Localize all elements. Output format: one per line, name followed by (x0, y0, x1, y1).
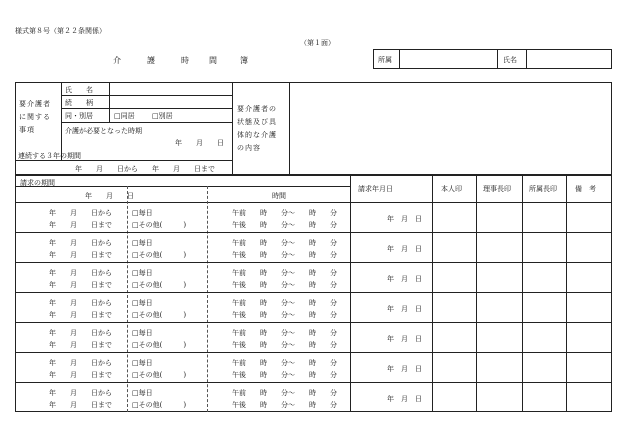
seal-director-cell[interactable] (477, 203, 521, 231)
remarks-cell[interactable] (567, 233, 611, 261)
request-date[interactable]: 年 月 日 (387, 275, 422, 283)
daily-checkbox[interactable]: □毎日 (132, 299, 153, 307)
need-date-value[interactable]: 年 月 日 (175, 139, 224, 147)
title-char: 護 (147, 56, 155, 65)
am-time[interactable]: 午前 時 分〜 時 分 (232, 329, 337, 337)
other-checkbox[interactable]: □その他( ) (132, 401, 187, 409)
seal-director-cell[interactable] (477, 233, 521, 261)
title-char: 簿 (240, 56, 248, 65)
person-name-field[interactable] (110, 83, 231, 95)
to-date[interactable]: 年 月 日まで (49, 371, 112, 379)
daily-checkbox[interactable]: □毎日 (132, 239, 153, 247)
seal-self-cell[interactable] (433, 353, 476, 381)
seal-head-header: 所属長印 (529, 185, 557, 193)
care-status-label: 要介護者の 状態及び具 体的な介護 の内容 (237, 105, 277, 152)
pm-time[interactable]: 午後 時 分〜 時 分 (232, 371, 337, 379)
other-checkbox[interactable]: □その他( ) (132, 311, 187, 319)
remarks-cell[interactable] (567, 323, 611, 351)
page-label: （第１面） (300, 39, 335, 47)
continuous-period-value[interactable]: 年 月 日から 年 月 日まで (75, 165, 215, 173)
pm-time[interactable]: 午後 時 分〜 時 分 (232, 401, 337, 409)
title-char: 時 (181, 56, 189, 65)
to-date[interactable]: 年 月 日まで (49, 401, 112, 409)
seal-director-cell[interactable] (477, 323, 521, 351)
pm-time[interactable]: 午後 時 分〜 時 分 (232, 281, 337, 289)
to-date[interactable]: 年 月 日まで (49, 221, 112, 229)
relation-field[interactable] (110, 96, 231, 108)
daily-checkbox[interactable]: □毎日 (132, 209, 153, 217)
seal-self-header: 本人印 (441, 185, 462, 193)
daily-checkbox[interactable]: □毎日 (132, 269, 153, 277)
seal-head-cell[interactable] (523, 293, 565, 321)
am-time[interactable]: 午前 時 分〜 時 分 (232, 359, 337, 367)
other-checkbox[interactable]: □その他( ) (132, 251, 187, 259)
continuous-period-label: 連続する３年の期間 (18, 152, 81, 160)
request-date[interactable]: 年 月 日 (387, 245, 422, 253)
am-time[interactable]: 午前 時 分〜 時 分 (232, 209, 337, 217)
seal-self-cell[interactable] (433, 293, 476, 321)
remarks-cell[interactable] (567, 263, 611, 291)
seal-director-cell[interactable] (477, 293, 521, 321)
remarks-cell[interactable] (567, 203, 611, 231)
period-header: 請求の期間 (20, 179, 55, 187)
title-char: 介 (113, 56, 121, 65)
seal-head-cell[interactable] (523, 353, 565, 381)
seal-self-cell[interactable] (433, 233, 476, 261)
name-field[interactable] (527, 50, 611, 68)
am-time[interactable]: 午前 時 分〜 時 分 (232, 299, 337, 307)
other-checkbox[interactable]: □その他( ) (132, 371, 187, 379)
am-time[interactable]: 午前 時 分〜 時 分 (232, 239, 337, 247)
request-date[interactable]: 年 月 日 (387, 395, 422, 403)
seal-head-cell[interactable] (523, 263, 565, 291)
pm-time[interactable]: 午後 時 分〜 時 分 (232, 251, 337, 259)
other-checkbox[interactable]: □その他( ) (132, 341, 187, 349)
daily-checkbox[interactable]: □毎日 (132, 329, 153, 337)
to-date[interactable]: 年 月 日まで (49, 341, 112, 349)
seal-self-cell[interactable] (433, 263, 476, 291)
date-header: 年 月 日 (85, 192, 134, 200)
affiliation-label: 所属 (378, 56, 392, 64)
affiliation-field[interactable] (400, 50, 496, 68)
cohabit-checkbox[interactable]: □同居 (114, 112, 135, 120)
seal-director-cell[interactable] (477, 263, 521, 291)
remarks-header: 備 考 (575, 185, 596, 193)
relation-label: 続 柄 (65, 99, 93, 107)
remarks-cell[interactable] (567, 353, 611, 381)
seal-director-header: 理事長印 (483, 185, 511, 193)
care-status-field[interactable] (290, 83, 611, 174)
form-number: 様式第８号（第２２条関係） (15, 27, 106, 35)
seal-head-cell[interactable] (523, 383, 565, 411)
person-group-label: 要介護者 に関する 事項 (19, 100, 51, 134)
request-date[interactable]: 年 月 日 (387, 305, 422, 313)
seal-self-cell[interactable] (433, 323, 476, 351)
request-date[interactable]: 年 月 日 (387, 365, 422, 373)
from-date[interactable]: 年 月 日から (49, 329, 112, 337)
seal-head-cell[interactable] (523, 233, 565, 261)
seal-head-cell[interactable] (523, 323, 565, 351)
from-date[interactable]: 年 月 日から (49, 239, 112, 247)
pm-time[interactable]: 午後 時 分〜 時 分 (232, 221, 337, 229)
other-checkbox[interactable]: □その他( ) (132, 281, 187, 289)
to-date[interactable]: 年 月 日まで (49, 281, 112, 289)
cohabit-label: 同・別居 (65, 112, 93, 120)
am-time[interactable]: 午前 時 分〜 時 分 (232, 269, 337, 277)
pm-time[interactable]: 午後 時 分〜 時 分 (232, 341, 337, 349)
from-date[interactable]: 年 月 日から (49, 299, 112, 307)
am-time[interactable]: 午前 時 分〜 時 分 (232, 389, 337, 397)
from-date[interactable]: 年 月 日から (49, 209, 112, 217)
from-date[interactable]: 年 月 日から (49, 389, 112, 397)
person-name-label: 氏 名 (65, 86, 93, 94)
name-label: 氏名 (503, 56, 517, 64)
from-date[interactable]: 年 月 日から (49, 359, 112, 367)
request-date[interactable]: 年 月 日 (387, 215, 422, 223)
seal-self-cell[interactable] (433, 203, 476, 231)
to-date[interactable]: 年 月 日まで (49, 311, 112, 319)
title-char: 間 (209, 56, 217, 65)
seal-director-cell[interactable] (477, 353, 521, 381)
remarks-cell[interactable] (567, 383, 611, 411)
seal-head-cell[interactable] (523, 203, 565, 231)
remarks-cell[interactable] (567, 293, 611, 321)
request-date-header: 請求年月日 (358, 185, 393, 193)
daily-checkbox[interactable]: □毎日 (132, 359, 153, 367)
pm-time[interactable]: 午後 時 分〜 時 分 (232, 311, 337, 319)
need-date-label: 介護が必要となった時期 (65, 127, 142, 135)
time-header: 時間 (272, 192, 286, 200)
from-date[interactable]: 年 月 日から (49, 269, 112, 277)
request-date[interactable]: 年 月 日 (387, 335, 422, 343)
seal-self-cell[interactable] (433, 383, 476, 411)
seal-director-cell[interactable] (477, 383, 521, 411)
to-date[interactable]: 年 月 日まで (49, 251, 112, 259)
daily-checkbox[interactable]: □毎日 (132, 389, 153, 397)
other-checkbox[interactable]: □その他( ) (132, 221, 187, 229)
separate-checkbox[interactable]: □別居 (152, 112, 173, 120)
